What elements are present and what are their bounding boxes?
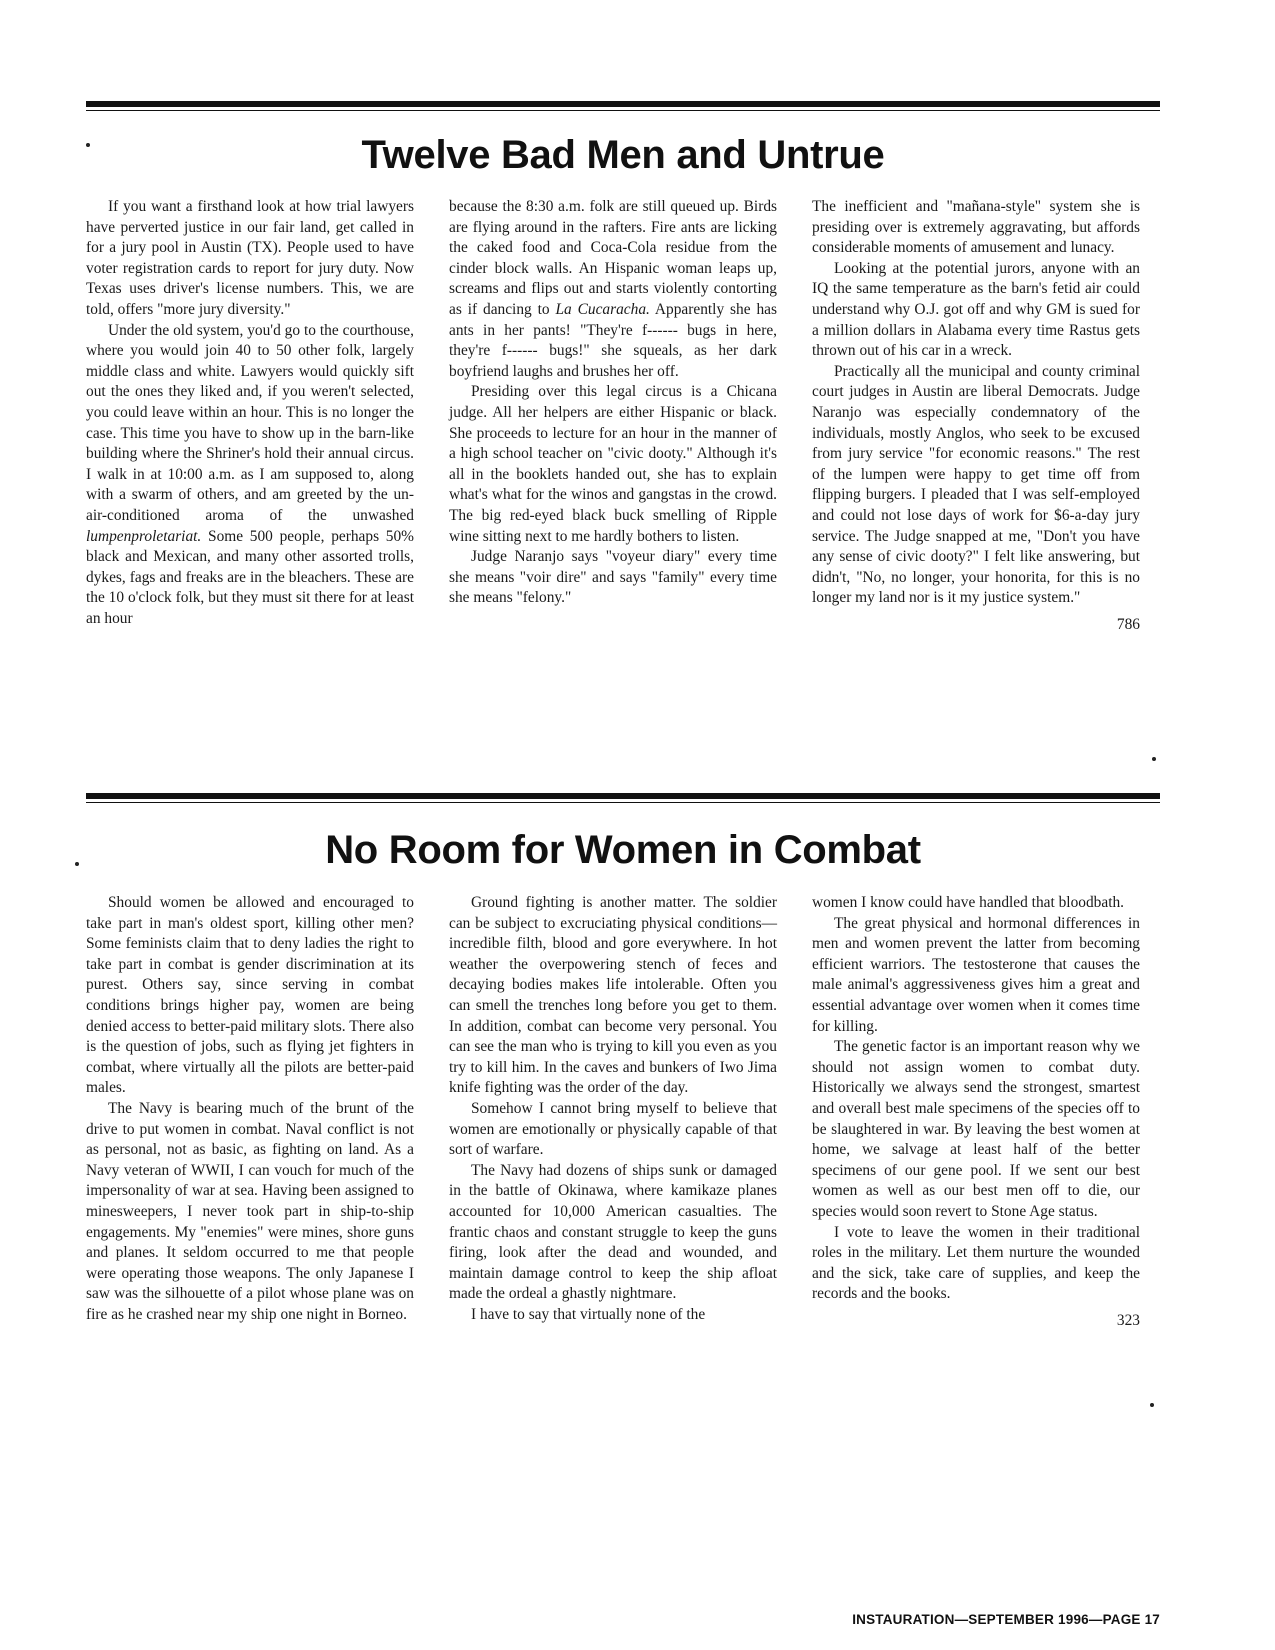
column-1: [86, 893, 414, 1331]
paragraph: Practically all the municipal and county criminal court judges in Austin are liberal Democrats. Judge Naranjo was especially condemnatory of the individuals, mostly Anglos, who seek to be excused from jury service "for economic reasons." The rest of the lumpen were happy to get time off from flipping burgers. I pleaded that I was self-employed and could not lose days of work for $6-a-day jury service. The Judge snapped at me, "Don't you have any sense of civic dooty?" I felt like answering, but didn't, "No, no longer, your honorita, for this is no longer my land nor is it my justice system.": [812, 362, 1140, 607]
article-title: No Room for Women in Combat: [325, 828, 921, 872]
article-body: [86, 197, 1160, 635]
paragraph: because the 8:30 a.m. folk are still queued up. Birds are flying around in the rafters. Fire ants are licking the caked food and Coca-Cola residue from the cinder block walls. An Hispanic woman leaps up, screams and flips out and starts violently contorting as if dancing to La Cucaracha. Apparently she has ants in her pants! "They're f------ bugs in here, they're f------ bugs!" she squeals, as her dark boyfriend laughs and brushes her off.: [449, 198, 777, 380]
column-3: [812, 197, 1140, 635]
paragraph: Should women be allowed and encouraged to take part in man's oldest sport, killing other men? Some feminists claim that to deny ladies the right to take part in combat is gender discrimination at its purest. Others say, since serving in combat conditions brings higher pay, women are being denied access to better-paid military slots. There also is the question of jobs, such as flying jet fighters in combat, where virtually all the pilots are better-paid males.: [86, 894, 414, 1097]
paragraph: women I know could have handled that bloodbath.: [812, 894, 1125, 911]
scan-speck: [75, 862, 79, 866]
page-footer: INSTAURATION—SEPTEMBER 1996—PAGE 17: [852, 1612, 1160, 1627]
article-number: 786: [1116, 615, 1140, 633]
paragraph: Under the old system, you'd go to the courthouse, where you would join 40 to 50 other folk, largely middle class and white. Lawyers would quickly sift out the ones they liked and, if you weren't selected, you could leave within an hour. This is no longer the case. This time you have to show up in the barn-like building where the Shriner's hold their annual circus. I walk in at 10:00 a.m. as I am supposed to, along with a swarm of others, and am greeted by the un-air-conditioned aroma of the unwashed lumpenproletariat. Some 500 people, perhaps 50% black and Mexican, and many other assorted trolls, dykes, fags and freaks are in the bleachers. These are the 10 o'clock folk, but they must sit there for at least an hour: [86, 321, 414, 627]
paragraph: Judge Naranjo says "voyeur diary" every time she means "voir dire" and says "family" every time she means "felony.": [449, 548, 777, 607]
scan-speck: [1150, 1403, 1154, 1407]
paragraph: The genetic factor is an important reason why we should not assign women to combat duty. Historically we always send the strongest, smartest and overall best male specimens of the species off to be slaughtered in war. By leaving the best women at home, we salvage at least half of the better specimens of our gene pool. If we sent our best women as well as our best men off to die, our species would soon revert to Stone Age status.: [812, 1038, 1140, 1220]
paragraph: I vote to leave the women in their traditional roles in the military. Let them nurture the wounded and the sick, take care of supplies, and keep the records and the books.: [812, 1223, 1140, 1303]
column-2: [449, 893, 777, 1331]
article-body: [86, 893, 1160, 1331]
paragraph: Presiding over this legal circus is a Chicana judge. All her helpers are either Hispanic or black. She proceeds to lecture for an hour in the manner of a high school teacher on "civic dooty." Although it's all in the booklets handed out, she has to explain what's what for the winos and gangstas in the crowd. The big red-eyed black buck smelling of Ripple wine sitting next to me hardly bothers to listen.: [449, 383, 777, 545]
paragraph: Ground fighting is another matter. The soldier can be subject to excruciating physical conditions—incredible filth, blood and gore everywhere. In hot weather the overpowering stench of feces and decaying bodies makes life intolerable. Often you can smell the trenches long before you get to them. In addition, combat can become very personal. You can see the man who is trying to kill you even as you try to kill him. In the caves and bunkers of Iwo Jima knife fighting was the order of the day.: [449, 894, 777, 1097]
article-title: Twelve Bad Men and Untrue: [361, 133, 885, 177]
paragraph: The Navy had dozens of ships sunk or damaged in the battle of Okinawa, where kamikaze planes accounted for 10,000 American casualties. The frantic chaos and constant struggle to keep the guns firing, look after the dead and wounded, and maintain damage control to keep the ship afloat made the ordeal a ghastly nightmare.: [449, 1161, 777, 1303]
article-number: 323: [1116, 1311, 1140, 1329]
column-1: [86, 197, 414, 635]
section-rule-top: [86, 101, 1160, 111]
column-3: [812, 893, 1140, 1331]
paragraph: The great physical and hormonal differences in men and women prevent the latter from becoming efficient warriors. The testosterone that causes the male animal's aggressiveness gives him a great and essential advantage over women when it comes time for killing.: [812, 914, 1140, 1035]
paragraph: Somehow I cannot bring myself to believe that women are emotionally or physically capable of that sort of warfare.: [449, 1099, 777, 1159]
section-rule-middle: [86, 793, 1160, 803]
paragraph: The Navy is bearing much of the brunt of the drive to put women in combat. Naval conflict is not as personal, not as basic, as fighting on land. As a Navy veteran of WWII, I can vouch for much of the impersonality of war at sea. Having been assigned to minesweepers, I never took part in ship-to-ship engagements. My "enemies" were mines, shore guns and planes. It seldom occurred to me that people were operating those weapons. The only Japanese I saw was the silhouette of a pilot whose plane was on fire as he crashed near my ship one night in Borneo.: [86, 1099, 414, 1323]
paragraph: If you want a firsthand look at how trial lawyers have perverted justice in our fair land, get called in for a jury pool in Austin (TX). People used to have voter registration cards to report for jury duty. Now Texas uses driver's license numbers. This, we are told, offers "more jury diversity.": [86, 198, 414, 318]
paragraph: Looking at the potential jurors, anyone with an IQ the same temperature as the barn's fetid air could understand why O.J. got off and why GM is sued for a million dollars in Alabama every time Rastus gets thrown out of his car in a wreck.: [812, 259, 1140, 360]
column-2: [449, 197, 777, 635]
paragraph: The inefficient and "mañana-style" system she is presiding over is extremely aggravating, but affords considerable moments of amusement and lunacy.: [812, 198, 1140, 257]
scan-speck: [1152, 757, 1156, 761]
paragraph: I have to say that virtually none of the: [471, 1305, 706, 1323]
